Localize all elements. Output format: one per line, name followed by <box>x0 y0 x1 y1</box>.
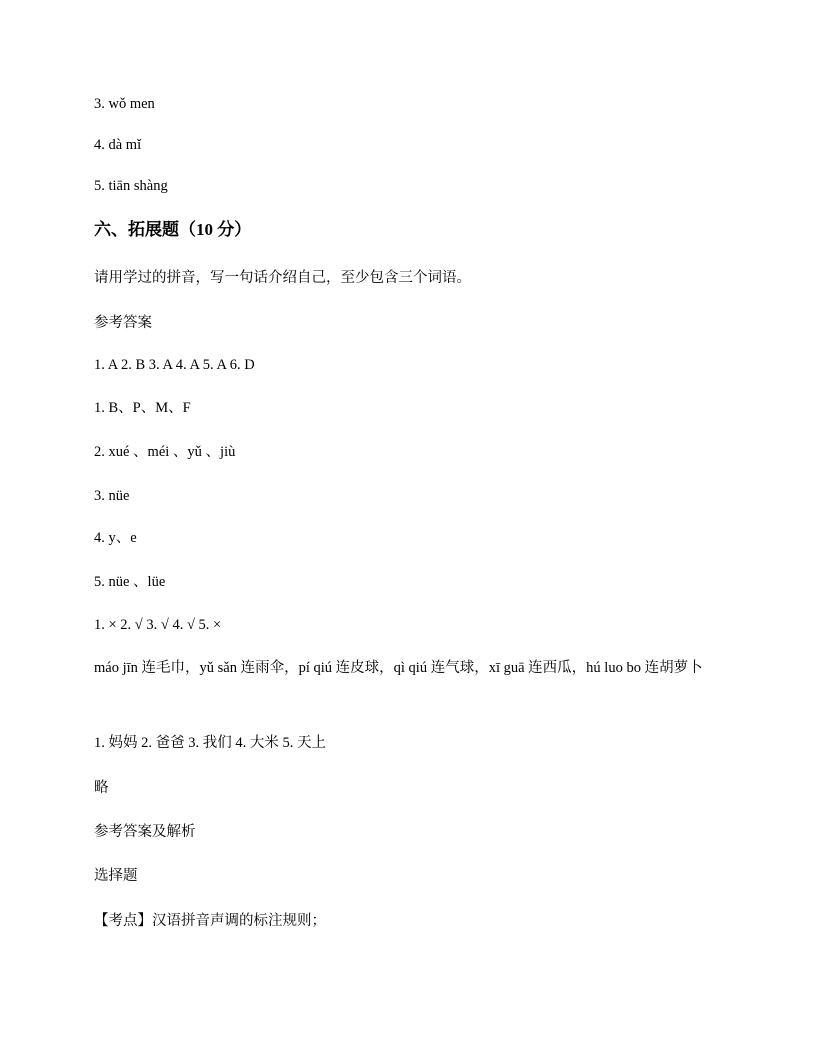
analysis-title: 参考答案及解析 <box>94 824 196 840</box>
answer-fill-3: 3. nüe <box>94 488 130 504</box>
extension-prompt: 请用学过的拼音，写一句话介绍自己，至少包含三个词语。 <box>94 270 471 286</box>
analysis-section-choice: 选择题 <box>94 868 138 884</box>
kaodian-label: 【考点】 <box>94 913 152 929</box>
reference-answer-title: 参考答案 <box>94 315 152 331</box>
answer-omitted: 略 <box>94 780 109 796</box>
answer-judgement: 1. × 2. √ 3. √ 4. √ 5. × <box>94 617 222 633</box>
answer-matching: máo jīn 连毛巾，yǔ sǎn 连雨伞，pí qiú 连皮球，qì qiú 连气球，xī guā 连西瓜，hú luo bo 连胡萝卜 <box>94 660 703 676</box>
answer-line-4-dami: 4. dà mǐ <box>94 137 142 153</box>
answer-fill-5: 5. nüe 、lüe <box>94 574 166 590</box>
answer-words: 1. 妈妈 2. 爸爸 3. 我们 4. 大米 5. 天上 <box>94 735 326 751</box>
answer-fill-2: 2. xué 、méi 、yǔ 、jiù <box>94 444 236 460</box>
answer-line-5-tianshang: 5. tiān shàng <box>94 178 168 194</box>
answer-line-3-women: 3. wǒ men <box>94 96 155 112</box>
answer-choice-questions: 1. A 2. B 3. A 4. A 5. A 6. D <box>94 357 255 373</box>
section-heading-extension: 六、拓展题（10 分） <box>94 220 252 239</box>
kaodian-line <box>94 911 726 931</box>
kaodian-text: 汉语拼音声调的标注规则； <box>152 913 326 929</box>
answer-fill-4: 4. y、e <box>94 530 137 546</box>
answer-fill-1: 1. B、P、M、F <box>94 400 191 416</box>
